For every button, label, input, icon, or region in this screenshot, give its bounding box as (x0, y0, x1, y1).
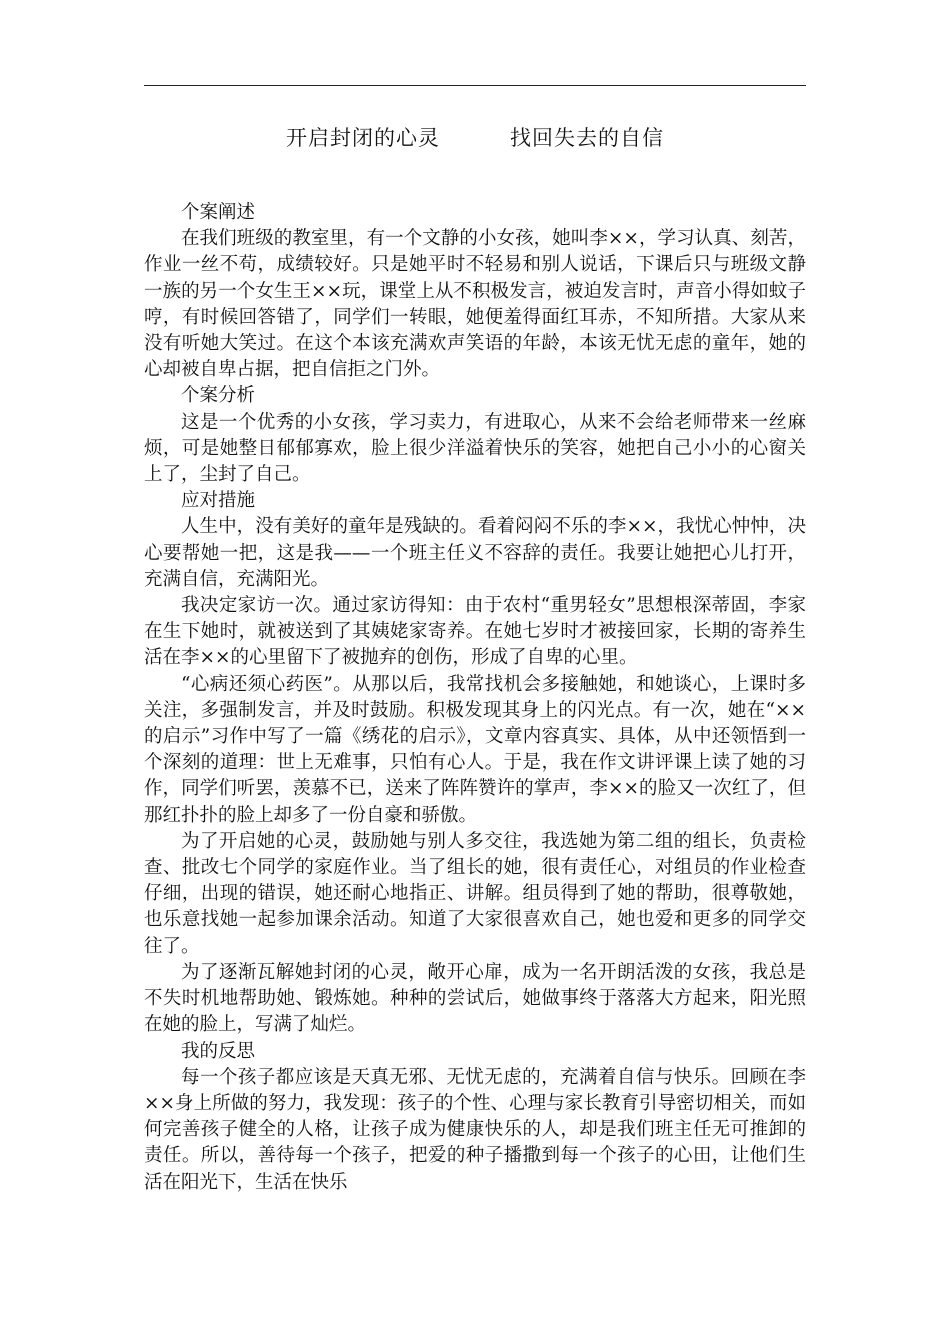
paragraph: 人生中，没有美好的童年是残缺的。看着闷闷不乐的李××，我忧心忡忡，决心要帮她一把，这是我——一个班主任义不容辞的责任。我要让她把心儿打开，充满自信，充满阳光。 (144, 516, 806, 590)
section-heading: 个案阐述 (181, 202, 256, 223)
paragraph: 为了逐渐瓦解她封闭的心灵，敞开心扉，成为一名开朗活泼的女孩，我总是不失时机地帮助她、锻炼她。种种的尝试后，她做事终于落落大方起来，阳光照在她的脸上，写满了灿烂。 (144, 961, 806, 1036)
paragraph: 这是一个优秀的小女孩，学习卖力，有进取心，从来不会给老师带来一丝麻烦，可是她整日郁郁寡欢，脸上很少洋溢着快乐的笑容，她把自己小小的心窗关上了，尘封了自己。 (144, 411, 806, 486)
paragraph: 我决定家访一次。通过家访得知：由于农村“重男轻女”思想根深蒂固，李家在生下她时，就被送到了其姨姥家寄养。在她七岁时才被接回家，长期的寄养生活在李××的心里留下了被抛弃的创伤，形成了自卑的心里。 (144, 595, 806, 669)
title-left: 开启封闭的心灵 (286, 126, 440, 150)
document-title (0, 122, 950, 152)
paragraph: 在我们班级的教室里，有一个文静的小女孩，她叫李××，学习认真、刻苦，作业一丝不苟，成绩较好。只是她平时不轻易和别人说话，下课后只与班级文静一族的另一个女生王××玩，课堂上从不积极发言，被迫发言时，声音小得如蚊子哼，有时候回答错了，同学们一转眼，她便羞得面红耳赤，不知所措。大家从来没有听她大笑过。在这个本该充满欢声笑语的年龄，本该无忧无虑的童年，她的心却被自卑占据，把自信拒之门外。 (144, 228, 806, 381)
section-heading: 应对措施 (181, 490, 256, 512)
paragraph: 每一个孩子都应该是天真无邪、无忧无虑的，充满着自信与快乐。回顾在李××身上所做的努力，我发现：孩子的个性、心理与家长教育引导密切相关，而如何完善孩子健全的人格，让孩子成为健康快乐的人，却是我们班主任无可推卸的责任。所以，善待每一个孩子，把爱的种子播撒到每一个孩子的心田，让他们生活在阳光下，生活在快乐 (144, 1066, 806, 1193)
header-rule (144, 85, 806, 86)
paragraph: 为了开启她的心灵，鼓励她与别人多交往，我选她为第二组的组长，负责检查、批改七个同学的家庭作业。当了组长的她，很有责任心，对组员的作业检查仔细，出现的错误，她还耐心地指正、讲解。组员得到了她的帮助，很尊敬她，也乐意找她一起参加课余活动。知道了大家很喜欢自己，她也爱和更多的同学交往了。 (144, 830, 806, 957)
section-heading: 个案分析 (181, 385, 256, 407)
section-heading: 我的反思 (181, 1040, 256, 1062)
document-body (144, 200, 806, 1196)
title-right: 找回失去的自信 (510, 126, 664, 150)
paragraph: “心病还须心药医”。从那以后，我常找机会多接触她，和她谈心，上课时多关注，多强制发言，并及时鼓励。积极发现其身上的闪光点。有一次，她在“××的启示”习作中写了一篇《绣花的启示》，文章内容真实、具体，从中还领悟到一个深刻的道理：世上无难事，只怕有心人。于是，我在作文讲评课上读了她的习作，同学们听罢，羡慕不已，送来了阵阵赞许的掌声，李××的脸又一次红了，但那红扑扑的脸上却多了一份自豪和骄傲。 (144, 673, 806, 826)
